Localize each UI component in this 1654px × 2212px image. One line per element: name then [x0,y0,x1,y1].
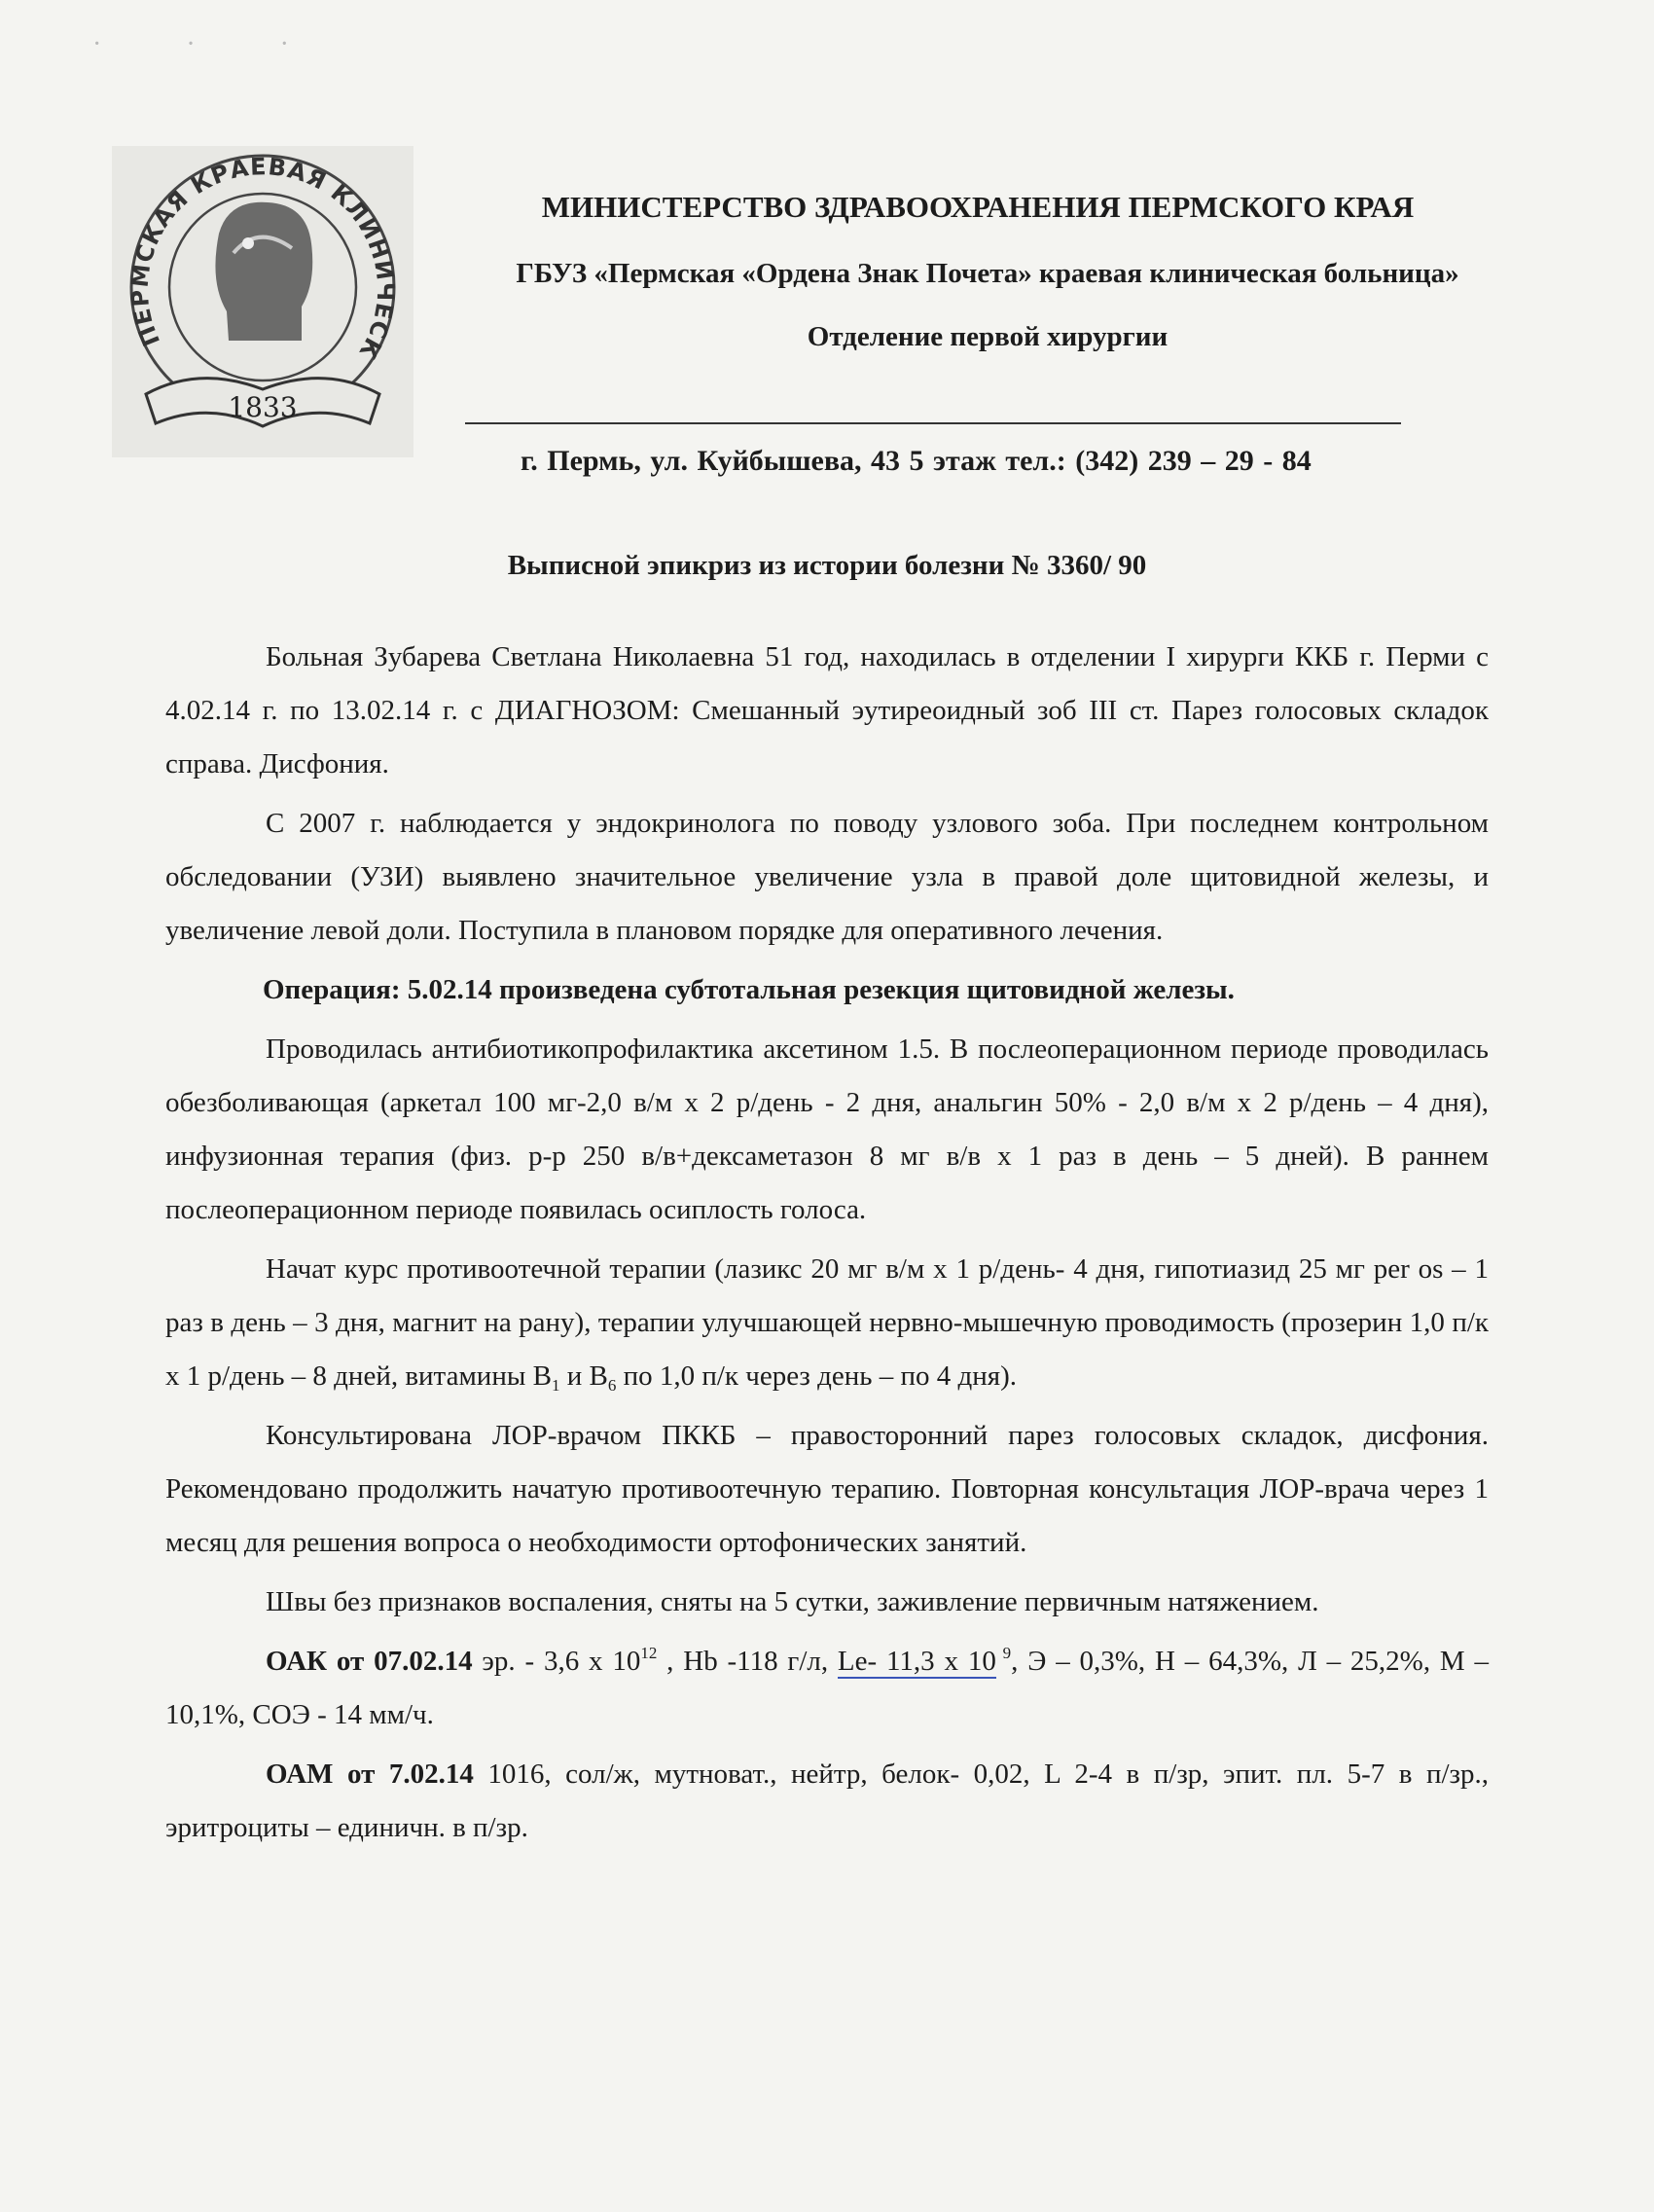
letterhead [457,190,1518,353]
vitamin-b1-sub: 1 [551,1376,560,1395]
urine-test-label: ОАМ от 7.02.14 [266,1759,474,1790]
logo-year: 1833 [228,391,298,423]
blood-test-text-3: , Э – 0,3%, Н – 64,3%, Л – 25,2%, М – 10,1%, СОЭ - 14 мм/ч. [165,1646,1490,1730]
document-body [165,631,1489,1861]
therapy-text-c: по 1,0 п/к через день – по 4 дня). [616,1360,1018,1392]
paragraph-patient-info: Больная Зубарева Светлана Николаевна 51 год, находилась в отделении I хирурги ККБ г. Перми с 4.02.14 г. по 13.02.14 г. с ДИАГНОЗОМ: Смешанный эутиреоидный зоб III ст. Парез голосовых складок справа. Дисфония. [165,641,1489,780]
paragraph-history: С 2007 г. наблюдается у эндокринолога по поводу узлового зоба. При последнем контрольном обследовании (УЗИ) выявлено значительное увеличение узла в правой доле щитовидной железы, и увеличение левой доли. Поступила в плановом порядке для оперативного лечения. [165,808,1489,946]
blood-test-label: ОАК от 07.02.14 [266,1646,473,1677]
department-name: Отделение первой хирургии [807,321,1169,353]
hospital-name: ГБУЗ «Пермская «Ордена Знак Почета» краевая клиническая больница» [516,258,1459,289]
blood-test-text-1: эр. - 3,6 х 10 [472,1646,641,1677]
paragraph-therapy [165,1243,1489,1403]
hospital-logo [112,146,414,457]
paragraph-operation: Операция: 5.02.14 произведена субтотальная резекция щитовидной железы. [263,974,1235,1005]
leukocytes-value: Le- 11,3 х 10 [837,1646,996,1677]
paragraph-postop-treatment: Проводилась антибиотикопрофилактика аксетином 1.5. В послеоперационном периоде проводилась обезболивающая (аркетал 100 мг-2,0 в/м х 2 р/день - 2 дня, анальгин 50% - 2,0 в/м х 2 р/день – 4 дня), инфузионная терапия (физ. р-р 250 в/в+дексаметазон 8 мг в/в х 1 раз в день – 5 дней). В раннем послеоперационном периоде появилась осиплость голоса. [165,1033,1489,1225]
document-title: Выписной эпикриз из истории болезни № 3360/ 90 [507,550,1147,581]
paragraph-sutures: Швы без признаков воспаления, сняты на 5 сутки, заживление первичным натяжением. [266,1586,1319,1617]
hospital-bear-emblem-icon [112,146,414,457]
scan-specks: · · · [92,29,328,59]
blood-test-sup-2: 9 [995,1644,1012,1662]
hospital-address: г. Пермь, ул. Куйбышева, 43 5 этаж тел.: (342) 239 – 29 - 84 [521,445,1312,477]
paragraph-urine-test [165,1748,1489,1855]
therapy-text-b: и B [559,1360,608,1392]
blood-test-text-2: , Hb -118 г/л, [657,1646,838,1677]
ministry-name: МИНИСТЕРСТВО ЗДРАВООХРАНЕНИЯ ПЕРМСКОГО КРАЯ [541,190,1415,224]
vitamin-b6-sub: 6 [607,1376,617,1395]
urine-test-text: 1016, сол/ж, мутноват., нейтр, белок- 0,02, L 2-4 в п/зр, эпит. пл. 5-7 в п/зр., эритроциты – единичн. в п/зр. [165,1759,1489,1843]
header-divider [465,422,1401,424]
blood-test-sup-1: 12 [640,1644,658,1662]
therapy-text-a: Начат курс противоотечной терапии (лазикс 20 мг в/м х 1 р/день- 4 дня, гипотиазид 25 мг per os – 1 раз в день – 3 дня, магнит на рану), терапии улучшающей нервно-мышечную проводимость (прозерин 1,0 п/к х 1 р/день – 8 дней, витамины B [165,1253,1489,1392]
paragraph-ent-consult: Консультирована ЛОР-врачом ПККБ – правосторонний парез голосовых складок, дисфония. Рекомендовано продолжить начатую противоотечную терапию. Повторная консультация ЛОР-врача через 1 месяц для решения вопроса о необходимости ортофонических занятий. [165,1420,1489,1558]
logo-ring-text: ПЕРМСКАЯ КРАЕВАЯ КЛИНИЧЕСК [126,153,400,364]
paragraph-blood-test [165,1635,1489,1742]
